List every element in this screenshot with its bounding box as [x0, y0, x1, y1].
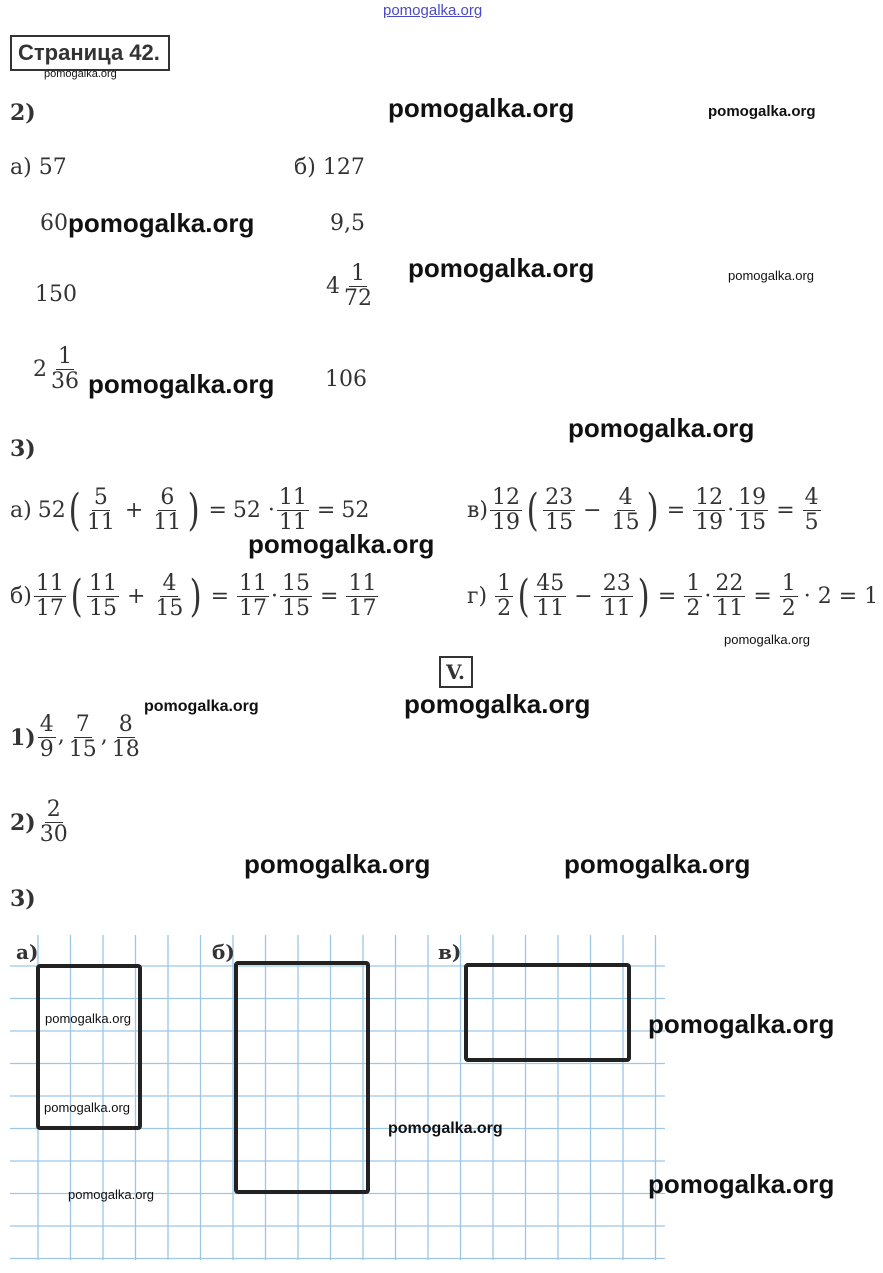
top-watermark: pomogalka.org: [383, 2, 483, 19]
watermark: pomogalka.org: [248, 529, 435, 559]
watermark: pomogalka.org: [68, 1187, 154, 1202]
watermark: pomogalka.org: [708, 103, 816, 120]
watermark: pomogalka.org: [408, 253, 595, 283]
watermark: pomogalka.org: [404, 689, 591, 719]
rectangle-v: [466, 965, 629, 1060]
section-task-1: 1) $\frac{4}{9}$ , $\frac{7}{15}$ , $\frac{8}{18}$: [10, 712, 140, 763]
answer-value: 60: [40, 211, 68, 236]
equation-a: а) 52 ( $\frac{5}{11}$ + $\frac{6}{11}$ ) = 52 · $\frac{11}{11}$ = 52: [10, 484, 370, 536]
watermark: pomogalka.org: [68, 208, 255, 238]
watermark: pomogalka.org: [144, 698, 259, 715]
task-number: 2): [10, 100, 36, 126]
answer-value: 150: [35, 282, 77, 307]
figure-label-b: б): [212, 940, 235, 964]
watermark: pomogalka.org: [568, 413, 755, 443]
watermark: pomogalka.org: [648, 1009, 835, 1039]
equation-v: в) $\frac{12}{19}$ ( $\frac{23}{15}$ − $\frac{4}{15}$ ) = $\frac{12}{19}$ · $\frac{19}{15}$ = $\frac{4}{5}$: [467, 484, 819, 536]
grid-drawing: [10, 930, 665, 1260]
section-heading: V.: [439, 656, 473, 688]
watermark: pomogalka.org: [724, 632, 810, 647]
watermark: pomogalka.org: [388, 93, 575, 123]
watermark: pomogalka.org: [728, 268, 814, 283]
watermark: pomogalka.org: [564, 849, 751, 879]
answer-value: 9,5: [330, 211, 365, 236]
figure-label-v: в): [438, 940, 462, 964]
watermark: pomogalka.org: [44, 68, 117, 80]
watermark: pomogalka.org: [44, 1100, 130, 1115]
watermark: pomogalka.org: [648, 1169, 835, 1199]
equation-g: г) $\frac{1}{2}$ ( $\frac{45}{11}$ − $\frac{23}{11}$ ) = $\frac{1}{2}$ · $\frac{22}{11}$ = $\frac{1}{2}$ · 2 = 1: [467, 570, 879, 622]
page-title-text: Страница 42.: [18, 40, 160, 65]
page-title: [10, 35, 170, 71]
figure-label-a: а): [16, 940, 39, 964]
section-task-2: 2) $\frac{2}{30}$: [10, 797, 68, 848]
watermark: pomogalka.org: [88, 369, 275, 399]
watermark: pomogalka.org: [45, 1011, 131, 1026]
mixed-number: 2 $\frac{1}{36}$: [33, 344, 79, 395]
answer-a-label: а) 57: [10, 155, 67, 180]
answer-b-label: б) 127: [294, 155, 365, 180]
task-number: 3): [10, 436, 36, 462]
answer-value: 106: [325, 367, 367, 392]
watermark: pomogalka.org: [244, 849, 431, 879]
task-number: 3): [10, 886, 36, 912]
mixed-number: 4 $\frac{1}{72}$: [326, 261, 372, 312]
watermark: pomogalka.org: [388, 1120, 503, 1137]
equation-b: б) $\frac{11}{17}$ ( $\frac{11}{15}$ + $\frac{4}{15}$ ) = $\frac{11}{17}$ · $\frac{15}{15}$ = $\frac{11}{17}$: [10, 570, 377, 622]
rectangle-b: [236, 963, 368, 1192]
